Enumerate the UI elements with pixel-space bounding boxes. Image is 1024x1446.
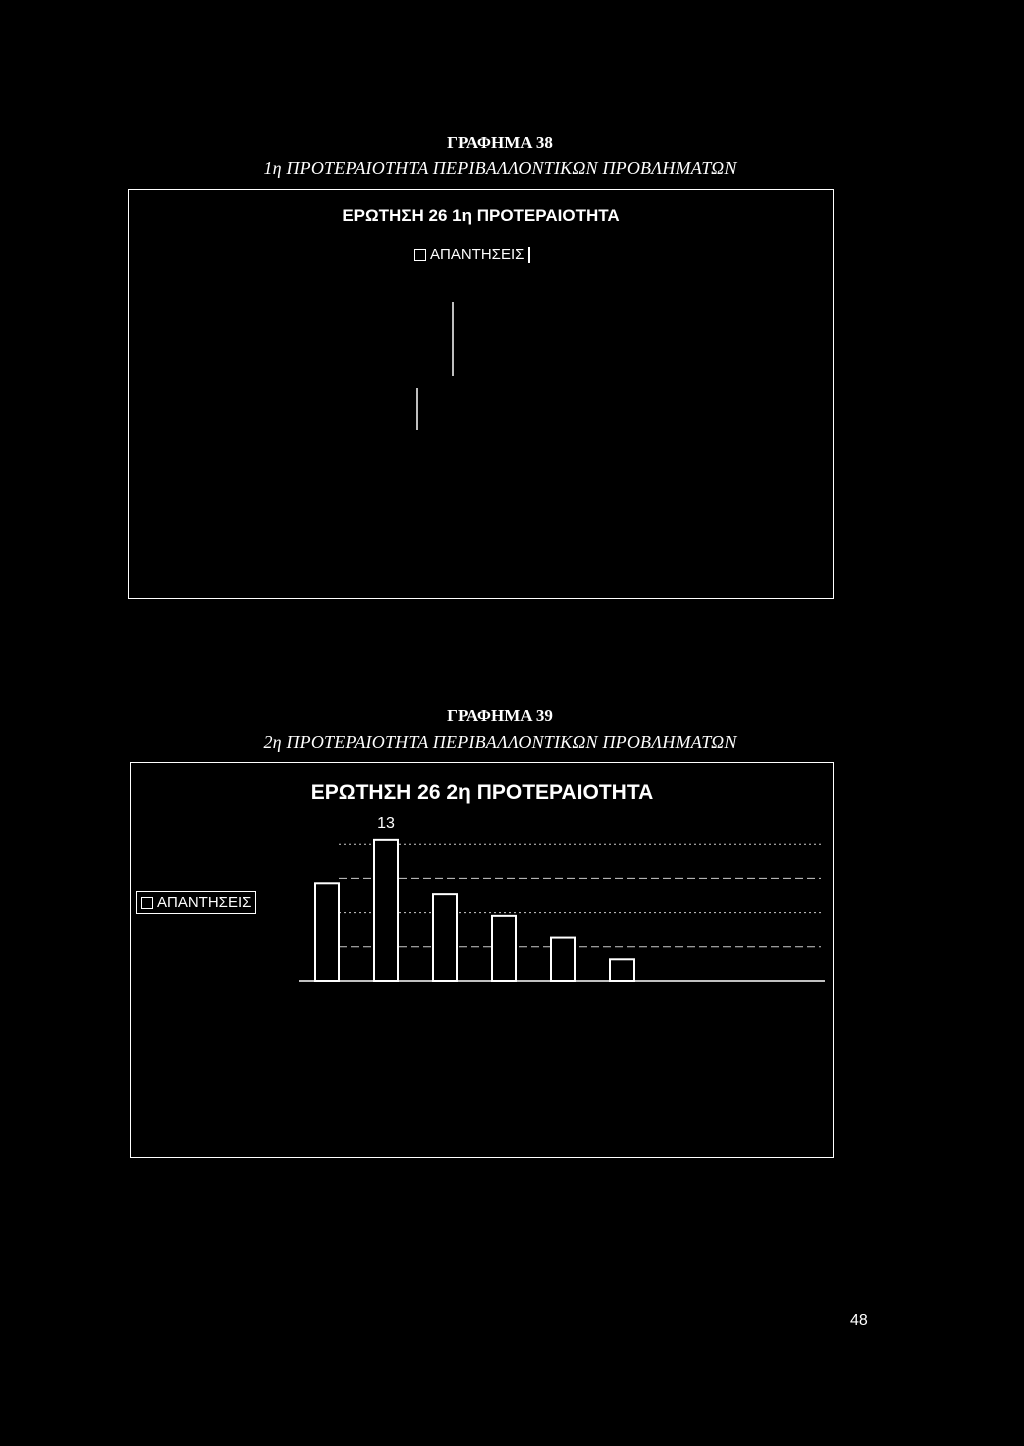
chart-39-frame xyxy=(130,762,834,1158)
chart-39-title: ΕΡΩΤΗΣΗ 26 2η ΠΡΟΤΕΡΑΙΟΤΗΤΑ xyxy=(310,781,654,804)
bar xyxy=(433,894,457,981)
data-label: 13 xyxy=(377,814,395,832)
chart-39-plot xyxy=(131,763,835,1159)
bar xyxy=(374,840,398,981)
bar xyxy=(610,959,634,981)
page-number: 48 xyxy=(850,1312,868,1329)
chart-38-frame xyxy=(128,189,834,599)
figure-38-subtitle: 1η ΠΡΟΤΕΡΑΙΟΤΗΤΑ ΠΕΡΙΒΑΛΛΟΝΤΙΚΩΝ ΠΡΟΒΛΗΜΑΤΩΝ xyxy=(263,158,737,178)
bar xyxy=(492,916,516,981)
figure-39-subtitle: 2η ΠΡΟΤΕΡΑΙΟΤΗΤΑ ΠΕΡΙΒΑΛΛΟΝΤΙΚΩΝ ΠΡΟΒΛΗΜΑΤΩΝ xyxy=(263,732,737,752)
figure-38-number: ΓΡΑΦΗΜΑ 38 xyxy=(447,133,553,152)
chart-38-legend-label: ΑΠΑΝΤΗΣΕΙΣ xyxy=(430,246,525,263)
bar xyxy=(315,883,339,981)
chart-38-plot xyxy=(129,190,835,600)
bar xyxy=(551,938,575,981)
figure-39-number: ΓΡΑΦΗΜΑ 39 xyxy=(447,706,553,725)
chart-38-title: ΕΡΩΤΗΣΗ 26 1η ΠΡΟΤΕΡΑΙΟΤΗΤΑ xyxy=(342,206,620,225)
chart-39-legend-label: ΑΠΑΝΤΗΣΕΙΣ xyxy=(157,894,252,911)
